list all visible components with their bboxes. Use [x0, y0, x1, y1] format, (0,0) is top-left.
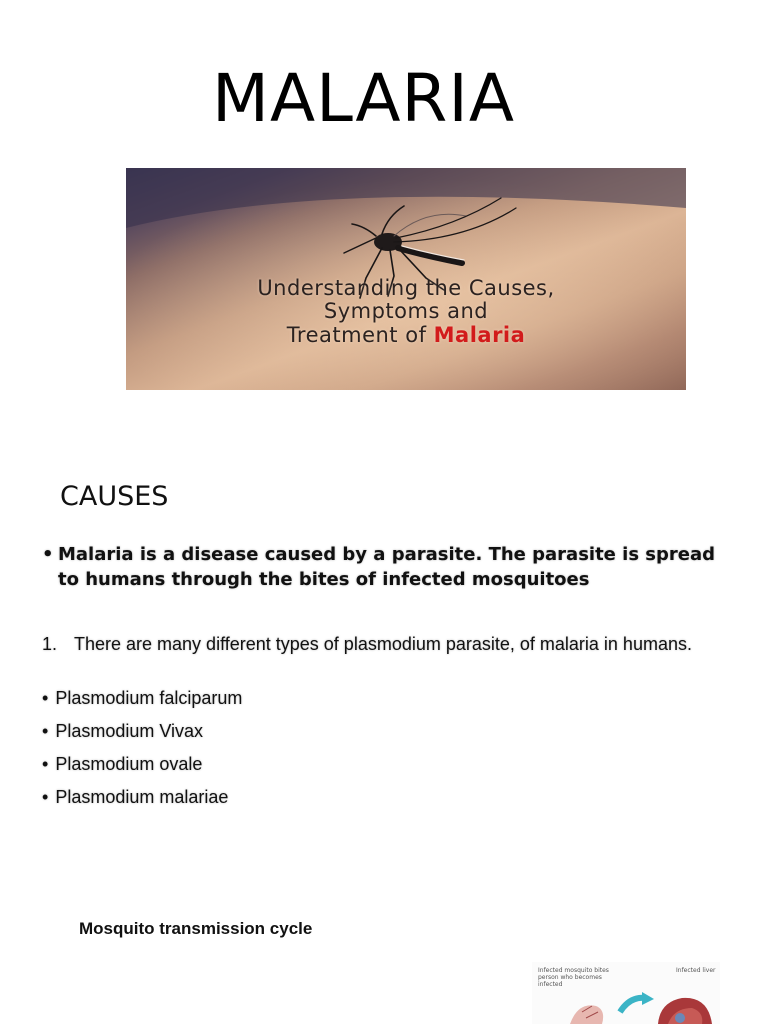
banner-line-3: [126, 323, 686, 347]
list-item: [42, 752, 242, 785]
banner-line-3-prefix: Treatment of: [286, 323, 434, 347]
list-item-text: Plasmodium falciparum: [55, 688, 243, 708]
banner-line-2: Symptoms and: [323, 299, 489, 323]
numbered-item: [42, 632, 742, 656]
banner-highlight-malaria: Malaria: [433, 323, 526, 347]
list-item-text: Plasmodium ovale: [55, 754, 203, 774]
main-bullet-point: [42, 542, 742, 592]
numbered-item-number: 1.: [42, 634, 58, 654]
list-item-text: Plasmodium Vivax: [55, 721, 204, 741]
main-bullet-text: Malaria is a disease caused by a parasite. The parasite is spread to humans through the bites of infected mosquitoes: [58, 544, 716, 590]
list-item-text: Plasmodium malariae: [55, 787, 229, 807]
bullet-icon: •: [42, 787, 49, 807]
bullet-icon: •: [42, 721, 49, 741]
causes-heading: CAUSES: [60, 481, 169, 512]
banner-image: [126, 168, 686, 390]
bullet-icon: •: [42, 754, 49, 774]
page-title: MALARIA: [212, 60, 516, 137]
banner-line-1: Understanding the Causes,: [257, 276, 555, 300]
numbered-item-text: There are many different types of plasmodium parasite, of malaria in humans.: [74, 634, 692, 654]
diagram-label-liver: Infected liver: [676, 967, 716, 974]
bullet-icon: •: [42, 688, 49, 708]
transmission-diagram: [532, 962, 720, 1024]
plasmodium-types-list: [42, 686, 242, 818]
bullet-icon: •: [42, 544, 54, 565]
list-item: [42, 719, 242, 752]
list-item: [42, 785, 242, 818]
diagram-label-bite: Infected mosquito bites person who becomes infected: [538, 967, 609, 988]
list-item: [42, 686, 242, 719]
transmission-caption: Mosquito transmission cycle: [79, 919, 313, 938]
